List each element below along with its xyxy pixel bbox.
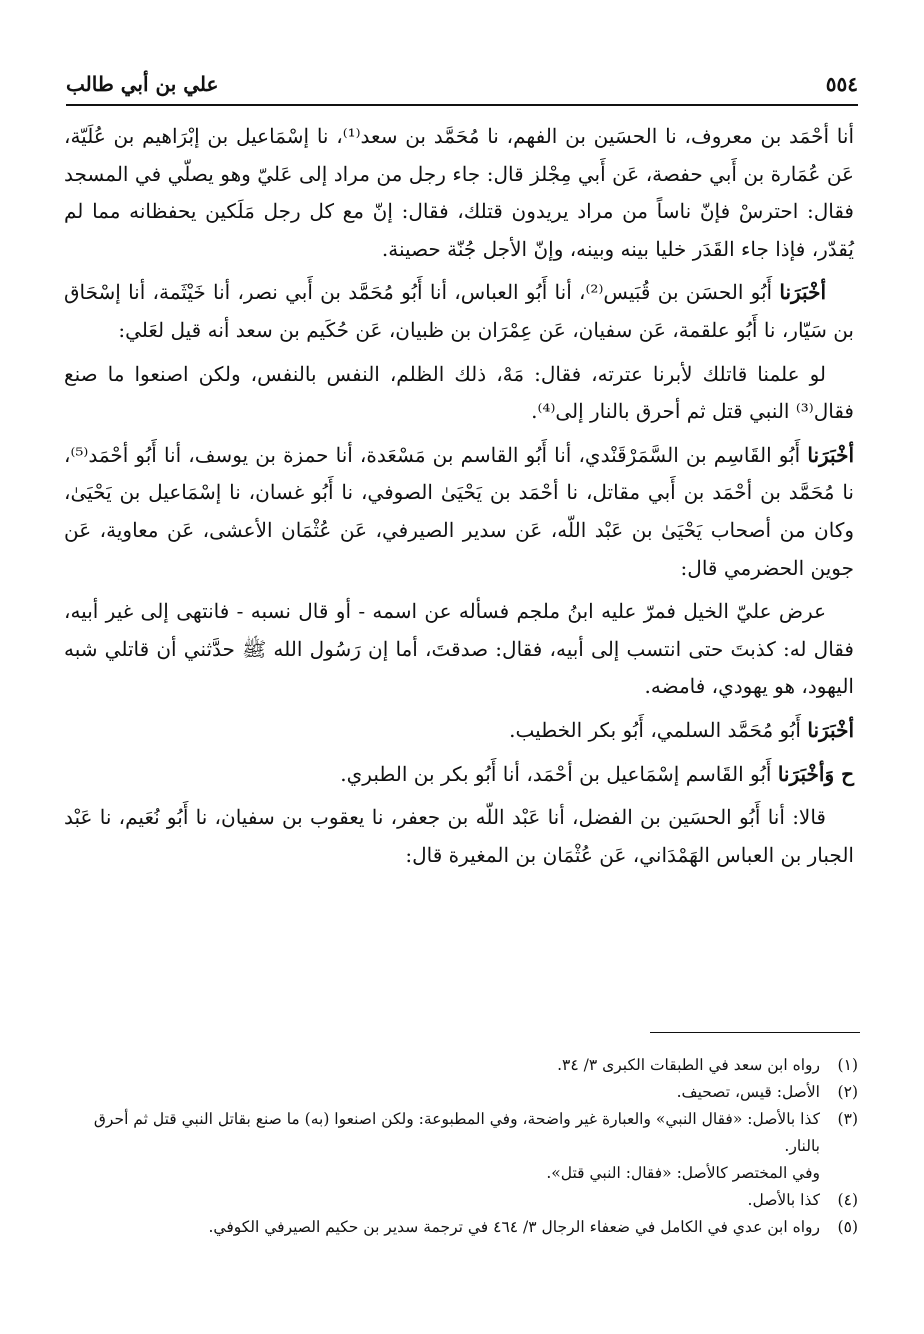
footnote-number: (٥) [837,1218,858,1236]
footnote-3-continuation [64,1160,858,1187]
paragraph-3: لو علمنا قاتلك لأبرنا عترته، فقال: مَهْ، ذلك الظلم، النفس بالنفس، ولكن اصنعوا ما صنع فقال⁽³⁾ النبي قتل ثم أحرق بالنار إلى⁽⁴⁾. [64,361,854,424]
running-title: علي بن أبي طالب [66,72,219,96]
footnote-number: (٣) [837,1110,858,1128]
paragraph-2-text: أَبُو الحسَن بن قُبَيس⁽²⁾، أنا أَبُو العباس، أنا أَبُو مُحَمَّد بن أَبي نصر، أنا خَيْثَمة، أنا إسْحَاق بن سَيّار، نا أَبُو علقمة، عَن سفيان، عَن عِمْرَان بن ظبيان، عَن حُكَيم بن سعد أنه قيل لعَلي: [64,280,854,342]
main-text [64,118,854,880]
paragraph-7-text: أَبُو القَاسم إسْمَاعيل بن أحْمَد، أنا أَبُو بكر بن الطبري. [340,761,778,786]
footnotes [64,1052,858,1241]
footnote-rule [650,1032,860,1033]
paragraph-6-text: أَبُو مُحَمَّد السلمي، أَبُو بكر الخطيب. [509,717,808,742]
footnote-number: (١) [837,1056,858,1074]
footnote-5 [64,1214,858,1241]
paragraph-5: عرض عليّ الخيل فمرّ عليه ابنُ ملجم فسأله عن اسمه - أو قال نسبه - فانتهى إلى غير أبيه، فقال له: كذبتَ حتى انتسب إلى أبيه، فقال: صدقتَ، أما إن رَسُول الله ﷺ حدَّثني أن قاتلي شبه اليهود، هو يهودي، فامضه. [64,599,854,699]
paragraph-6-lead: أخْبَرَنا [807,717,854,742]
footnote-text: كذا بالأصل. [747,1191,820,1209]
paragraph-2-lead: أخْبَرَنا [779,280,827,305]
paragraph-4-text: أَبُو القَاسِم بن السَّمَرْقَنْدي، أنا أَبُو القاسم بن مَسْعَدة، أنا حمزة بن يوسف، أنا أَبُو أحْمَد⁽⁵⁾، نا مُحَمَّد بن أحْمَد بن أَبي مقاتل، نا أحْمَد بن يَحْيَىٰ الصوفي، نا أَبُو غسان، نا إسْمَاعيل بن يَحْيَىٰ، وكان من أصحاب يَحْيَىٰ بن عَبْد اللّه، عَن سدير الصيرفي، عَن عُثْمَان الأعشى، عَن معاوية، عَن جوين الحضرمي قال: [64,442,854,580]
footnote-2 [64,1079,858,1106]
footnote-text: كذا بالأصل: «فقال النبي» والعبارة غير واضحة، وفي المطبوعة: ولكن اصنعوا (به) ما صنع بقاتل النبي قتل ثم أحرق بالنار. [93,1110,820,1155]
footnote-3 [64,1106,858,1160]
footnote-text: رواه ابن عدي في الكامل في ضعفاء الرجال ٣/ ٤٦٤ في ترجمة سدير بن حكيم الصيرفي الكوفي. [208,1218,820,1236]
footnote-text: الأصل: قيس، تصحيف. [676,1083,820,1101]
paragraph-7-lead: ح وَأخْبَرَنا [777,761,854,786]
paragraph-6 [64,712,854,750]
header-rule [66,104,858,106]
footnote-number: (٤) [837,1191,858,1209]
paragraph-4-lead: أخْبَرَنا [807,442,854,467]
footnote-text: رواه ابن سعد في الطبقات الكبرى ٣/ ٣٤. [557,1056,820,1074]
paragraph-1: أنا أحْمَد بن معروف، نا الحسَين بن الفهم، نا مُحَمَّد بن سعد⁽¹⁾، نا إسْمَاعيل بن إبْرَاهيم بن عُلَيّة، عَن عُمَارة بن أَبي حفصة، عَن أَبي مِجْلز قال: جاء رجل من مراد إلى عَليّ وهو يصلّي في المسجد فقال: احترسْ فإنّ ناساً من مراد يريدون قتلك، فقال: إنّ مع كل رجل مَلَكين يحفظانه مما لم يُقدّر، فإذا جاء القَدَر خليا بينه وبينه، وإنّ الأجل جُنّة حصينة. [64,124,854,261]
footnote-1 [64,1052,858,1079]
page-number: ٥٥٤ [825,72,858,96]
paragraph-2 [64,274,854,349]
footnote-number: (٢) [837,1083,858,1101]
footnote-text: وفي المختصر كالأصل: «فقال: النبي قتل». [546,1164,820,1182]
page-header [66,66,858,102]
footnote-4 [64,1187,858,1214]
paragraph-4 [64,437,854,587]
paragraph-8: قالا: أنا أَبُو الحسَين بن الفضل، أنا عَبْد اللّه بن جعفر، نا يعقوب بن سفيان، نا أَبُو نُعَيم، نا عَبْد الجبار بن العباس الهَمْدَاني، عَن عُثْمَان بن المغيرة قال: [64,805,854,867]
paragraph-7 [64,756,854,794]
